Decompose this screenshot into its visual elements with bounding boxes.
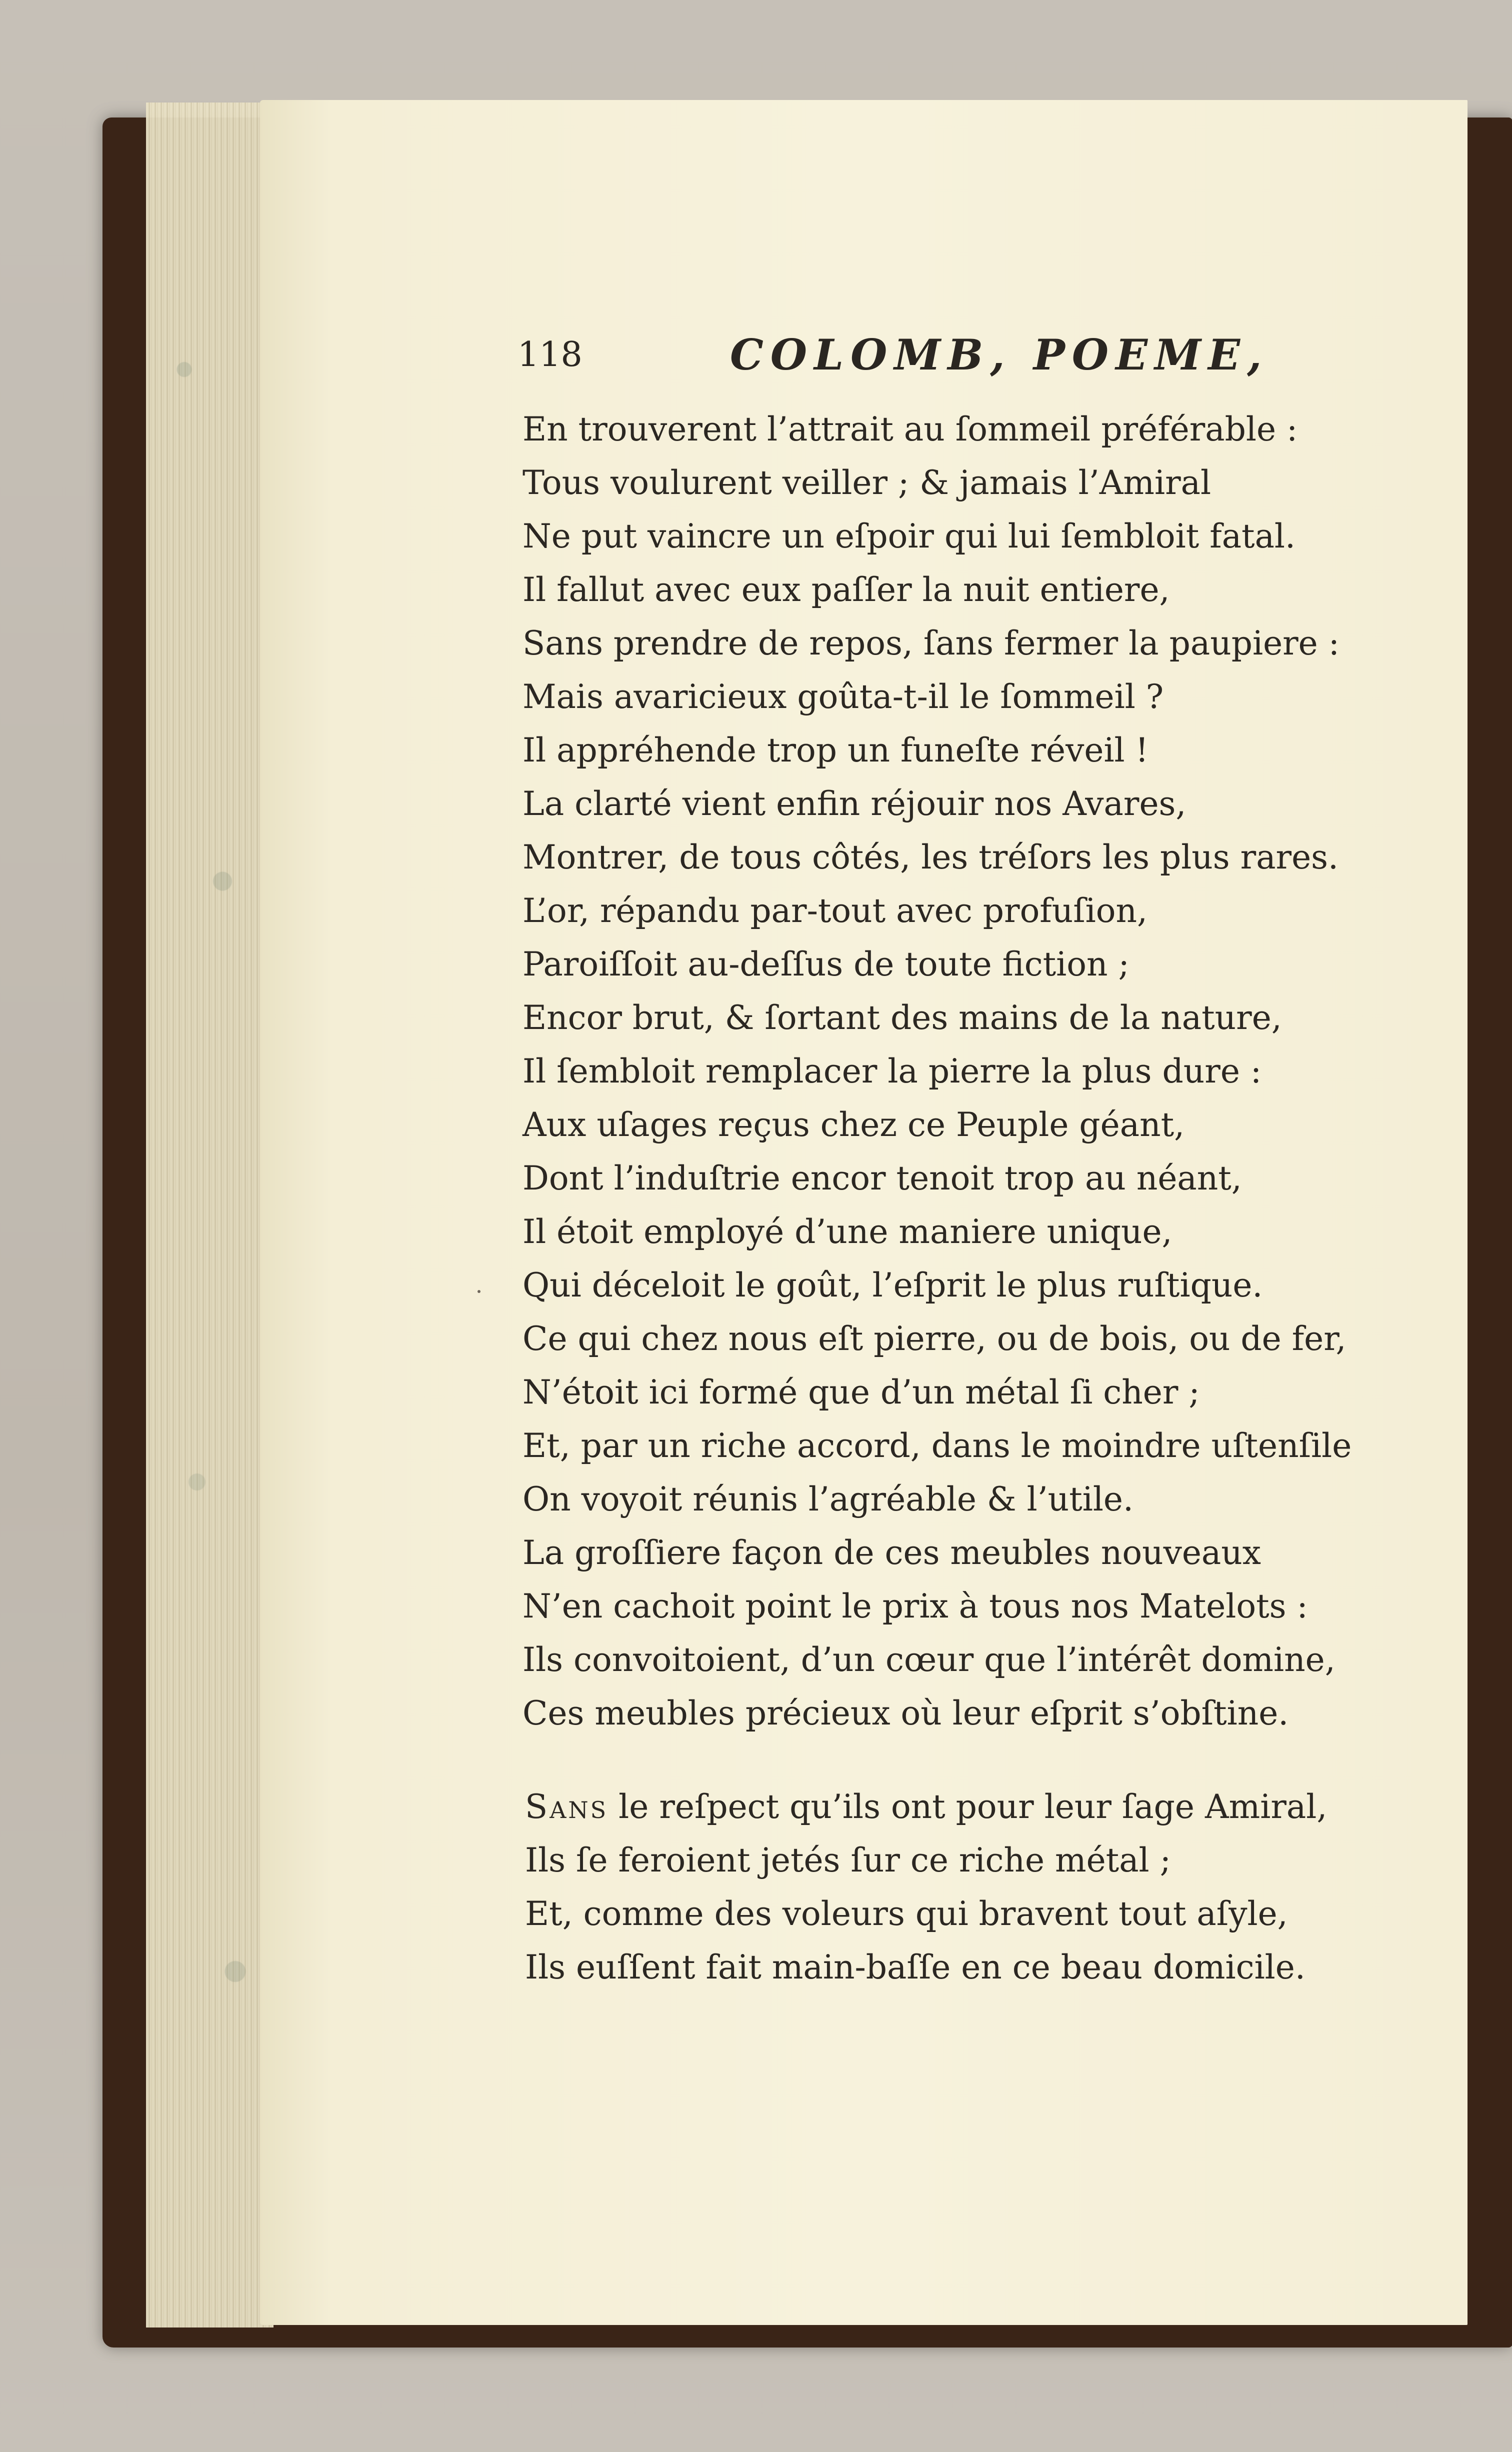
verse-line: Il ſembloit remplacer la pierre la plus dure : xyxy=(522,1052,1262,1090)
verse-line: Paroiſſoit au-deſſus de toute fiction ; xyxy=(522,945,1130,984)
verse-line: Qui déceloit le goût, l’eſprit le plus ruſtique. xyxy=(522,1266,1263,1304)
verse-stanza-1 xyxy=(522,402,1462,1740)
stanza-opening-line xyxy=(525,1780,1465,1834)
verse-line: Et, comme des voleurs qui bravent tout aſyle, xyxy=(525,1894,1288,1933)
verse-line: Sans prendre de repos, ſans fermer la paupiere : xyxy=(522,624,1340,662)
verse-line: Dont l’induſtrie encor tenoit trop au néant, xyxy=(522,1159,1242,1198)
verse-line: Et, par un riche accord, dans le moindre uſtenſile xyxy=(522,1426,1352,1465)
verse-line: En trouverent l’attrait au ſommeil préférable : xyxy=(522,410,1298,448)
verse-line: N’en cachoit point le prix à tous nos Matelots : xyxy=(522,1587,1308,1626)
verse-line: N’étoit ici formé que d’un métal ſi cher ; xyxy=(522,1373,1200,1412)
verse-line: Mais avaricieux goûta-t-il le ſommeil ? xyxy=(522,678,1164,716)
verse-line: Encor brut, & ſortant des mains de la nature, xyxy=(522,998,1282,1037)
stanza-lead-word: Sans xyxy=(525,1788,608,1826)
verse-line: La clarté vient enfin réjouir nos Avares, xyxy=(522,784,1186,823)
verse-line: Il appréhende trop un funeſte réveil ! xyxy=(522,731,1149,770)
page-number: 118 xyxy=(518,335,582,374)
stanza-opening-rest: le reſpect qu’ils ont pour leur ſage Amiral, xyxy=(608,1788,1328,1826)
verse-stanza-2 xyxy=(525,1780,1465,1994)
verse-line: Ces meubles précieux où leur eſprit s’obſtine. xyxy=(522,1694,1289,1732)
running-head: COLOMB, POEME, xyxy=(730,330,1269,380)
verse-line: Il fallut avec eux paſſer la nuit entiere, xyxy=(522,570,1170,609)
verse-line: Ne put vaincre un eſpoir qui lui ſembloit fatal. xyxy=(522,517,1296,556)
verse-line: Tous voulurent veiller ; & jamais l’Amiral xyxy=(522,464,1212,502)
verse-line: Montrer, de tous côtés, les tréſors les plus rares. xyxy=(522,838,1339,876)
verse-line: On voyoit réunis l’agréable & l’utile. xyxy=(522,1480,1134,1518)
verse-line: Ils euſſent fait main-baſſe en ce beau domicile. xyxy=(525,1948,1306,1986)
verse-line: Aux uſages reçus chez ce Peuple géant, xyxy=(522,1106,1185,1144)
page-edge-foxing xyxy=(146,102,274,2328)
verse-line: Ils ſe feroient jetés ſur ce riche métal ; xyxy=(525,1841,1171,1880)
verse-line: La groſſiere façon de ces meubles nouveaux xyxy=(522,1534,1262,1572)
verse-line: Il étoit employé d’une maniere unique, xyxy=(522,1212,1172,1251)
margin-mark xyxy=(478,1290,480,1293)
verse-line: Ce qui chez nous eſt pierre, ou de bois, ou de fer, xyxy=(522,1320,1346,1358)
verse-line: L’or, répandu par-tout avec profuſion, xyxy=(522,892,1148,930)
verse-line: Ils convoitoient, d’un cœur que l’intérêt domine, xyxy=(522,1640,1336,1679)
